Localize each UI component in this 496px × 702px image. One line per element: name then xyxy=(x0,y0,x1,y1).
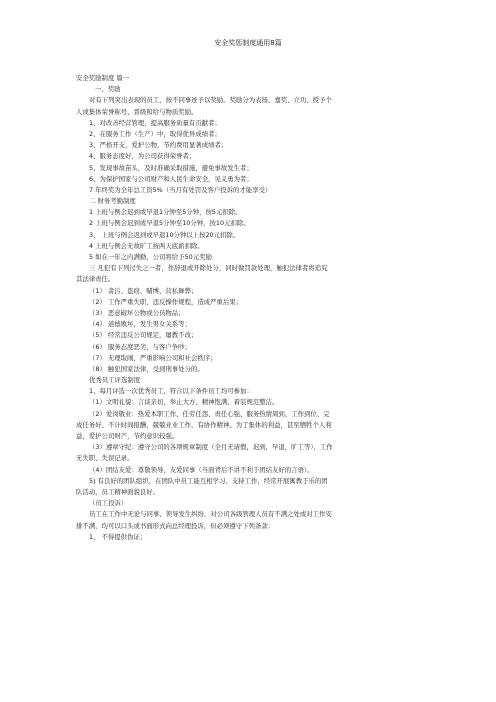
text-line: 1、对改善经营管理，提高服务质量有贡献者； xyxy=(89,118,221,127)
text-line: 5 如在一年之内满勤，公司将给予50元奖励 xyxy=(89,253,212,261)
text-line: （4）团结友爱：尊敬领导、友爱同事（当面背后不讲不利于团结友好的言语）。 xyxy=(89,465,314,474)
text-line: 员工在工作中无论与同事、领导发生纠纷，对公司各级管理人员有不满之处或对工作安 xyxy=(89,510,332,519)
text-line: （3） 恶意破坏公物或公员物品； xyxy=(89,308,185,317)
text-line: 1、每月评选一次优秀员工，符合以下条件员工均可参加： xyxy=(89,387,253,396)
text-line: 二 财务考勤制度 xyxy=(89,197,136,206)
text-line: 3、严格开支，爱护公物，节约费用显著成绩者； xyxy=(89,141,228,150)
text-line: 4 上班与例会无故旷工按两天底薪扣除。 xyxy=(89,241,204,250)
text-line: （2）爱岗敬业：热爱本职工作、任劳任怨、责任心强、服务热情周到、工作到位、完 xyxy=(89,409,330,418)
text-line: （4） 道德败坏，发生男女关系等； xyxy=(89,320,191,329)
text-line: 优秀员工评选制度 xyxy=(89,376,141,385)
text-line: 安全奖励制度 篇一 xyxy=(76,74,130,82)
text-line: （员工投诉） xyxy=(89,499,128,508)
text-line: 排不满，均可以口头或书面形式向总经理投诉，但必须遵守下列条款： xyxy=(76,521,275,530)
text-line: 成任务好、不计时间报酬，兢兢业业工作，有协作精神。为了集体的利益，甚至牺牲个人利 xyxy=(76,420,332,429)
document-body xyxy=(76,73,426,543)
document-title: 安全奖惩制度通用8篇 xyxy=(214,39,282,47)
text-line: （8） 触犯国家法律，受到刑事处分的。 xyxy=(89,364,204,373)
text-line: （1）文明礼貌：言谈亲切、举止大方、精神饱满、着装规范整洁。 xyxy=(89,398,279,407)
text-line: （6） 服务态度恶劣，与客户争吵； xyxy=(89,342,191,351)
text-line: （1） 贪污、盗窃、赌博、营私舞弊； xyxy=(89,286,198,295)
text-line: 3、 上班与例会迟到或早退10分钟以上按20元扣除。 xyxy=(89,230,240,239)
text-line: 7 年终奖为全年总工资5%（当月有处罚及客户投诉的才能享受） xyxy=(89,185,272,194)
text-line: （7） 无理取闹，严重影响公司和社会秩序； xyxy=(89,353,217,362)
text-line: 一、奖励 xyxy=(95,85,121,94)
text-line: （2） 工作严重失职，违反操作规程，造成严重后果； xyxy=(89,297,243,306)
text-line: 5) 有良好的团队组织，在团队中员工能互相学习、支持工作，经常开展寓教于乐的团 xyxy=(89,476,328,485)
text-line: 益，爱护公司财产，节约意识较强。 xyxy=(76,432,179,440)
text-line: 对有下列突出表现的员工，按不同事迹予以奖励。奖励分为表扬、嘉奖、立功、授予个 xyxy=(89,96,332,105)
text-line: （5） 经常违反公司规定，屡教不改； xyxy=(89,331,198,340)
text-line: 无失职、失误记录。 xyxy=(76,454,134,463)
text-line: 1 上班与例会迟到或早退1分钟至5分钟，按5元扣除。 xyxy=(89,208,242,217)
text-line: 1、 不得提供伪证； xyxy=(89,532,147,541)
text-line: 2、在服务工作（生产）中，取得优异成绩者； xyxy=(89,129,221,138)
text-line: 人或集体荣誉称号、晋级和给与物质奖励。 xyxy=(76,107,198,116)
text-line: 其法律责任。 xyxy=(76,275,115,284)
text-line: 6、为保护国家与公司财产和人民生命安全，见义勇为者； xyxy=(89,174,253,183)
text-line: 5、发现事故苗头，及时准确采取措施，避免事故发生者； xyxy=(89,163,253,172)
text-line: 三 凡犯有下列过失之一者，作辞退或开除处分，同时做罚款处理，触犯法律者将追究 xyxy=(89,264,328,273)
text-line: 队活动，员工精神面貌良好。 xyxy=(76,487,160,496)
text-line: （3）遵章守纪：遵守公司的各项规章制度（全月无请假，迟到，早退，旷工等），工作 xyxy=(89,443,333,452)
text-line: 2 上班与例会迟到或早退5分钟至10分钟，按10元扣除。 xyxy=(89,219,250,228)
text-line: 4、服务态度好，为公司获得荣誉者； xyxy=(89,152,196,161)
